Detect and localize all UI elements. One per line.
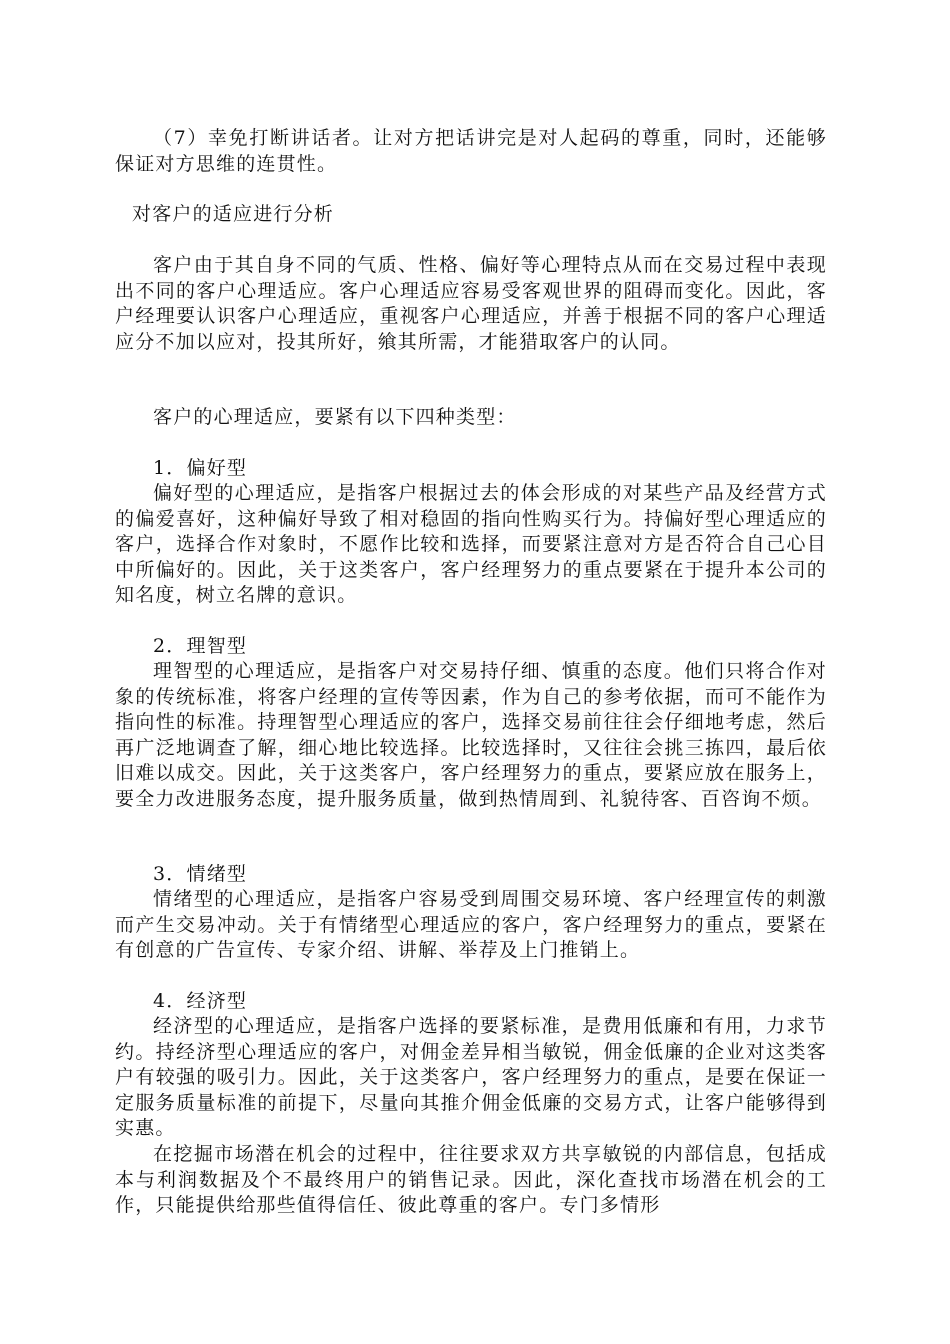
type-preference-body: 偏好型的心理适应，是指客户根据过去的体会形成的对某些产品及经营方式的偏爱喜好，这种偏好导致了相对稳固的指向性购买行为。持偏好型心理适应的客户，选择合作对象时，不愿作比较和选择，而要紧注意对方是否符合自己心目中所偏好的。因此，关于这类客户，客户经理努力的重点要紧在于提升本公司的知名度，树立名牌的意识。 bbox=[115, 482, 827, 606]
type-preference-title: 1．偏好型 bbox=[153, 457, 248, 479]
paragraph-customer-adaptation: 客户由于其自身不同的气质、性格、偏好等心理特点从而在交易过程中表现出不同的客户心理适应。客户心理适应容易受客观世界的阻碍而变化。因此，客户经理要认识客户心理适应，重视客户心理适应，并善于根据不同的客户心理适应分不加以应对，投其所好，飨其所需，才能猎取客户的认同。 bbox=[115, 254, 827, 353]
paragraph-interrupt-advice: （7）幸免打断讲话者。让对方把话讲完是对人起码的尊重，同时，还能够保证对方思维的连贯性。 bbox=[115, 127, 827, 175]
type-rational-title: 2．理智型 bbox=[153, 635, 248, 657]
type-economic-title: 4．经济型 bbox=[153, 990, 248, 1012]
section-title: 对客户的适应进行分析 bbox=[132, 203, 335, 225]
type-emotional-body: 情绪型的心理适应，是指客户容易受到周围交易环境、客户经理宣传的刺激而产生交易冲动。关于有情绪型心理适应的客户，客户经理努力的重点，要紧在有创意的广告宣传、专家介绍、讲解、举荐及上门推销上。 bbox=[115, 888, 827, 961]
paragraph-market-opportunities: 在挖掘市场潜在机会的过程中，往往要求双方共享敏锐的内部信息，包括成本与利润数据及个不最终用户的销售记录。因此，深化查找市场潜在机会的工作，只能提供给那些值得信任、彼此尊重的客户。专门多情形 bbox=[115, 1143, 827, 1216]
type-emotional-title: 3．情绪型 bbox=[153, 863, 248, 885]
type-rational-body: 理智型的心理适应，是指客户对交易持仔细、慎重的态度。他们只将合作对象的传统标准，将客户经理的宣传等因素，作为自己的参考依据，而可不能作为指向性的标准。持理智型心理适应的客户，选择交易前往往会仔细地考虑，然后再广泛地调查了解，细心地比较选择。比较选择时，又往往会挑三拣四，最后依旧难以成交。因此，关于这类客户，客户经理努力的重点，要紧应放在服务上，要全力改进服务态度，提升服务质量，做到热情周到、礼貌待客、百咨询不烦。 bbox=[115, 660, 827, 810]
paragraph-four-types-intro: 客户的心理适应，要紧有以下四种类型： bbox=[153, 406, 517, 428]
type-economic-body: 经济型的心理适应，是指客户选择的要紧标准，是费用低廉和有用，力求节约。持经济型心理适应的客户，对佣金差异相当敏锐，佣金低廉的企业对这类客户有较强的吸引力。因此，关于这类客户，客户经理努力的重点，是要在保证一定服务质量标准的前提下，尽量向其推介佣金低廉的交易方式，让客户能够得到实惠。 bbox=[115, 1015, 827, 1139]
